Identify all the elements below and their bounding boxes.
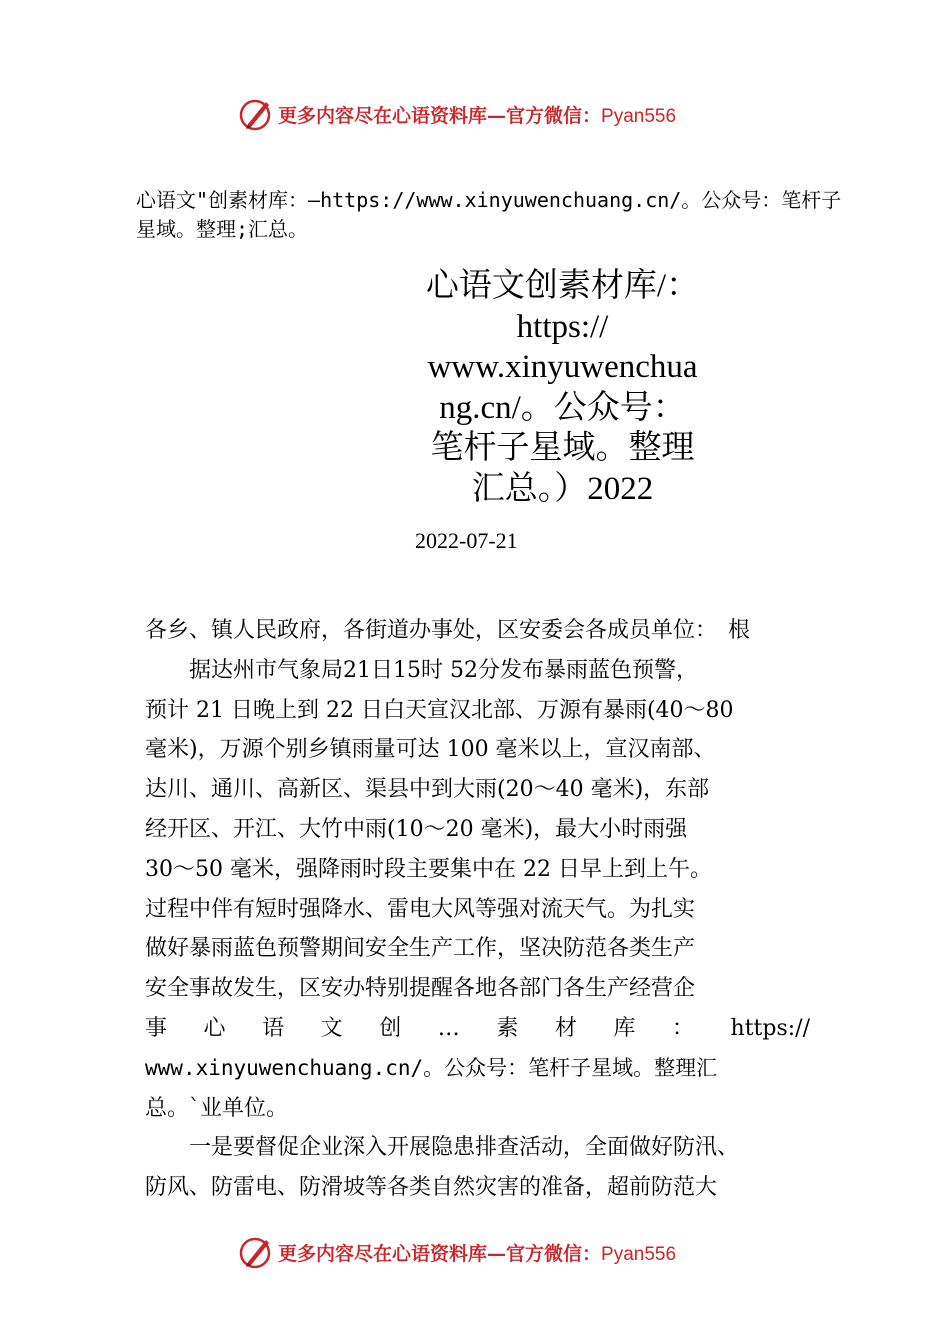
body-line: 各乡、镇人民政府，各街道办事处，区安委会各成员单位： 根 xyxy=(145,618,751,643)
watermark-top xyxy=(238,96,758,132)
body-line: 经开区、开江、大竹中雨(10～20 毫米)，最大小时雨强 xyxy=(145,816,688,842)
body-line: 防风、防雷电、防滑坡等各类自然灾害的准备，超前防范大 xyxy=(145,1175,718,1201)
body-line: 30～50 毫米，强降雨时段主要集中在 22 日早上到上午。 xyxy=(145,856,712,882)
document-date: 2022-07-21 xyxy=(415,528,518,553)
title-line: https:// xyxy=(516,308,609,345)
watermark-text: 更多内容尽在心语资料库—官方微信：Pyan556 xyxy=(278,104,677,127)
pen-logo-icon xyxy=(238,1234,274,1270)
source-header-line: 心语文"创素材库：—https://www.xinyuwenchuang.cn/。公众号：笔杆子星域。整理;汇总。 xyxy=(136,188,842,241)
body-line: 安全事故发生，区安办特别提醒各地各部门各生产经营企 xyxy=(145,976,696,1002)
body-line: www.xinyuwenchuang.cn/。公众号：笔杆子星域。整理汇 xyxy=(145,1055,718,1080)
title-line: ng.cn/。公众号： xyxy=(439,389,686,426)
body-line: 做好暴雨蓝色预警期间安全生产工作，坚决防范各类生产 xyxy=(145,936,696,962)
document-title xyxy=(405,266,720,509)
title-line: 汇总。）2022 xyxy=(471,470,654,507)
title-line: 笔杆子星域。整理 xyxy=(430,430,695,466)
body-line: 过程中伴有短时强降水、雷电大风等强对流天气。为扎实 xyxy=(145,896,696,922)
body-line: 事心语文创…素材库：https:// xyxy=(145,1015,810,1041)
watermark-text: 更多内容尽在心语资料库—官方微信：Pyan556 xyxy=(278,1242,677,1265)
body-line: 总。`业单位。 xyxy=(145,1095,289,1121)
title-line: www.xinyuwenchua xyxy=(427,349,698,385)
pen-logo-icon xyxy=(238,96,274,132)
body-line: 一是要督促企业深入开展隐患排查活动，全面做好防汛、 xyxy=(145,1135,740,1161)
title-line: 心语文创素材库/： xyxy=(425,268,700,304)
body-line: 预计 21 日晚上到 22 日白天宣汉北部、万源有暴雨(40～80 xyxy=(145,697,734,723)
body-text xyxy=(145,611,810,1208)
body-line: 据达州市气象局21日15时 52分发布暴雨蓝色预警， xyxy=(145,657,698,683)
body-line: 达川、通川、高新区、渠县中到大雨(20～40 毫米)，东部 xyxy=(145,777,710,803)
watermark-bottom xyxy=(238,1234,758,1270)
body-line: 毫米)，万源个别乡镇雨量可达 100 毫米以上，宣汉南部、 xyxy=(145,737,716,763)
